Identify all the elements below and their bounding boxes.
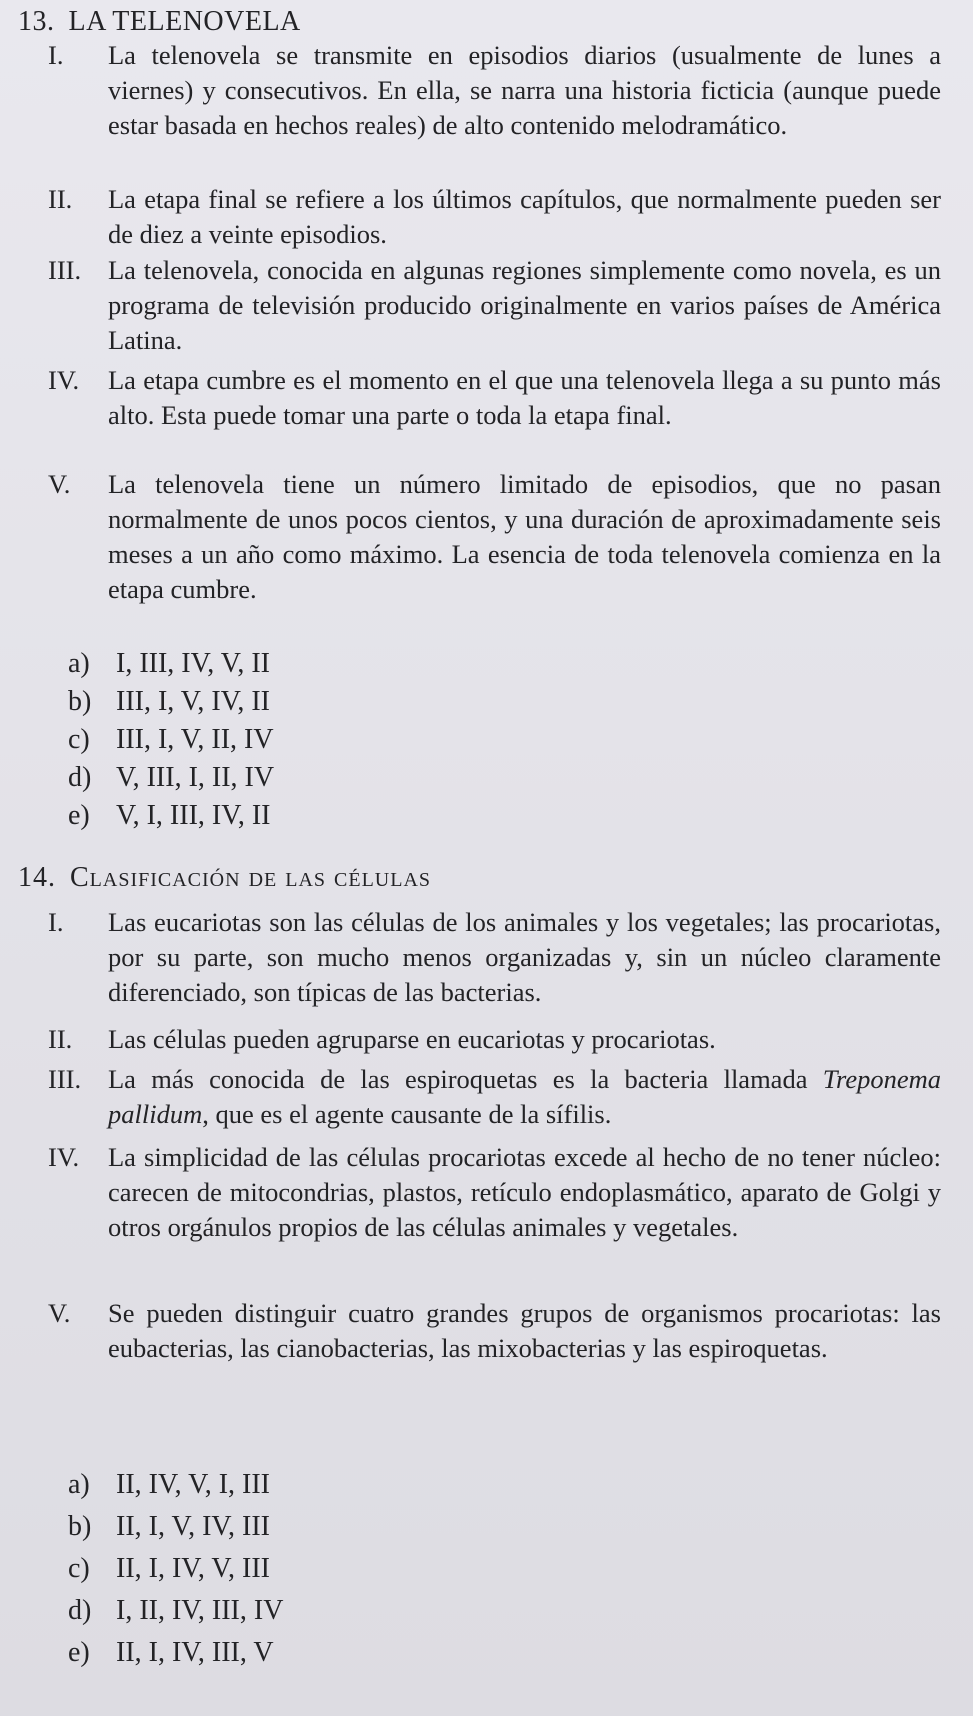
statement-text: Las células pueden agruparse en eucariotas y procariotas. bbox=[108, 1024, 716, 1054]
option-letter: b) bbox=[68, 686, 92, 717]
q13-statement-1 bbox=[48, 38, 941, 143]
q14-option-c[interactable] bbox=[68, 1553, 270, 1585]
option-letter: a) bbox=[68, 1469, 90, 1500]
option-text: I, II, IV, III, IV bbox=[116, 1595, 284, 1626]
option-letter: a) bbox=[68, 648, 90, 679]
statement-text: La etapa final se refiere a los últimos capítulos, que normalmente pueden ser de diez a veinte episodios. bbox=[108, 184, 941, 249]
q14-option-e[interactable] bbox=[68, 1637, 274, 1669]
q14-statement-4 bbox=[48, 1140, 941, 1245]
option-text: V, I, III, IV, II bbox=[116, 800, 271, 831]
q13-statement-4 bbox=[48, 363, 941, 433]
q14-option-b[interactable] bbox=[68, 1511, 270, 1543]
statement-text: La etapa cumbre es el momento en el que una telenovela llega a su punto más alto. Esta puede tomar una parte o toda la etapa final. bbox=[108, 365, 941, 430]
option-text: I, III, IV, V, II bbox=[116, 648, 270, 679]
option-letter: e) bbox=[68, 1637, 90, 1668]
q13-option-d[interactable] bbox=[68, 762, 274, 794]
q14-statement-3 bbox=[48, 1062, 941, 1132]
statement-text-part: La más conocida de las espiroquetas es la bacteria llamada bbox=[108, 1064, 823, 1094]
statement-numeral: IV. bbox=[48, 1142, 80, 1172]
option-text: V, III, I, II, IV bbox=[116, 762, 275, 793]
statement-numeral: I. bbox=[48, 40, 64, 70]
option-letter: e) bbox=[68, 800, 90, 831]
statement-text-part: , que es el agente causante de la sífilis. bbox=[202, 1099, 612, 1129]
statement-numeral: V. bbox=[48, 1298, 71, 1328]
option-text: II, I, IV, III, V bbox=[116, 1637, 274, 1668]
q13-statement-2 bbox=[48, 182, 941, 252]
statement-text: La telenovela tiene un número limitado de episodios, que no pasan normalmente de unos pocos cientos, y una duración de aproximadamente seis meses a un año como máximo. La esencia de toda telenovela comienza en la etapa cumbre. bbox=[108, 469, 941, 604]
option-letter: d) bbox=[68, 1595, 92, 1626]
q14-statement-5 bbox=[48, 1296, 941, 1366]
q14-statement-2 bbox=[48, 1022, 941, 1057]
statement-text: La telenovela, conocida en algunas regiones simplemente como novela, es un programa de televisión producido originalmente en varios países de América Latina. bbox=[108, 255, 941, 355]
option-text: III, I, V, IV, II bbox=[116, 686, 270, 717]
option-text: III, I, V, II, IV bbox=[116, 724, 274, 755]
statement-numeral: III. bbox=[48, 255, 82, 285]
statement-numeral: II. bbox=[48, 184, 73, 214]
option-text: II, I, V, IV, III bbox=[116, 1511, 270, 1542]
q13-option-e[interactable] bbox=[68, 800, 271, 832]
q13-option-a[interactable] bbox=[68, 648, 270, 680]
option-letter: c) bbox=[68, 1553, 90, 1584]
statement-text: Se pueden distinguir cuatro grandes grupos de organismos procariotas: las eubacterias, las cianobacterias, las mixobacterias y las espiroquetas. bbox=[108, 1298, 941, 1363]
question-heading: LA TELENOVELA bbox=[68, 6, 301, 37]
option-text: II, I, IV, V, III bbox=[116, 1553, 270, 1584]
statement-numeral: V. bbox=[48, 469, 71, 499]
q13-option-c[interactable] bbox=[68, 724, 274, 756]
statement-numeral: II. bbox=[48, 1024, 73, 1054]
option-letter: c) bbox=[68, 724, 90, 755]
option-text: II, IV, V, I, III bbox=[116, 1469, 270, 1500]
statement-numeral: III. bbox=[48, 1064, 82, 1094]
statement-text bbox=[108, 1062, 941, 1132]
q14-option-a[interactable] bbox=[68, 1469, 270, 1501]
q13-statement-3 bbox=[48, 253, 941, 358]
q14-statement-1 bbox=[48, 905, 941, 1010]
statement-text: La simplicidad de las células procariotas excede al hecho de no tener núcleo: carecen de mitocondrias, plastos, retículo endoplasmático, aparato de Golgi y otros orgánulos propios de las células animales y vegetales. bbox=[108, 1142, 941, 1242]
q13-statement-5 bbox=[48, 467, 941, 607]
option-letter: b) bbox=[68, 1511, 92, 1542]
statement-numeral: I. bbox=[48, 907, 64, 937]
question-number: 14. bbox=[18, 862, 56, 893]
question-13-title bbox=[18, 6, 301, 38]
species-name: Treponema pallidum bbox=[108, 1064, 941, 1129]
statement-text: Las eucariotas son las células de los animales y los vegetales; las procariotas, por su parte, son mucho menos organizadas y, sin un núcleo claramente diferenciado, son típicas de las bacterias. bbox=[108, 907, 941, 1007]
statement-text: La telenovela se transmite en episodios diarios (usualmente de lunes a viernes) y consecutivos. En ella, se narra una historia ficticia (aunque puede estar basada en hechos reales) de alto contenido melodramático. bbox=[108, 40, 941, 140]
q13-option-b[interactable] bbox=[68, 686, 270, 718]
q14-option-d[interactable] bbox=[68, 1595, 283, 1627]
question-number: 13. bbox=[18, 6, 55, 37]
question-heading: Clasificación de las células bbox=[70, 862, 432, 893]
statement-numeral: IV. bbox=[48, 365, 80, 395]
option-letter: d) bbox=[68, 762, 92, 793]
question-14-title bbox=[18, 862, 431, 894]
